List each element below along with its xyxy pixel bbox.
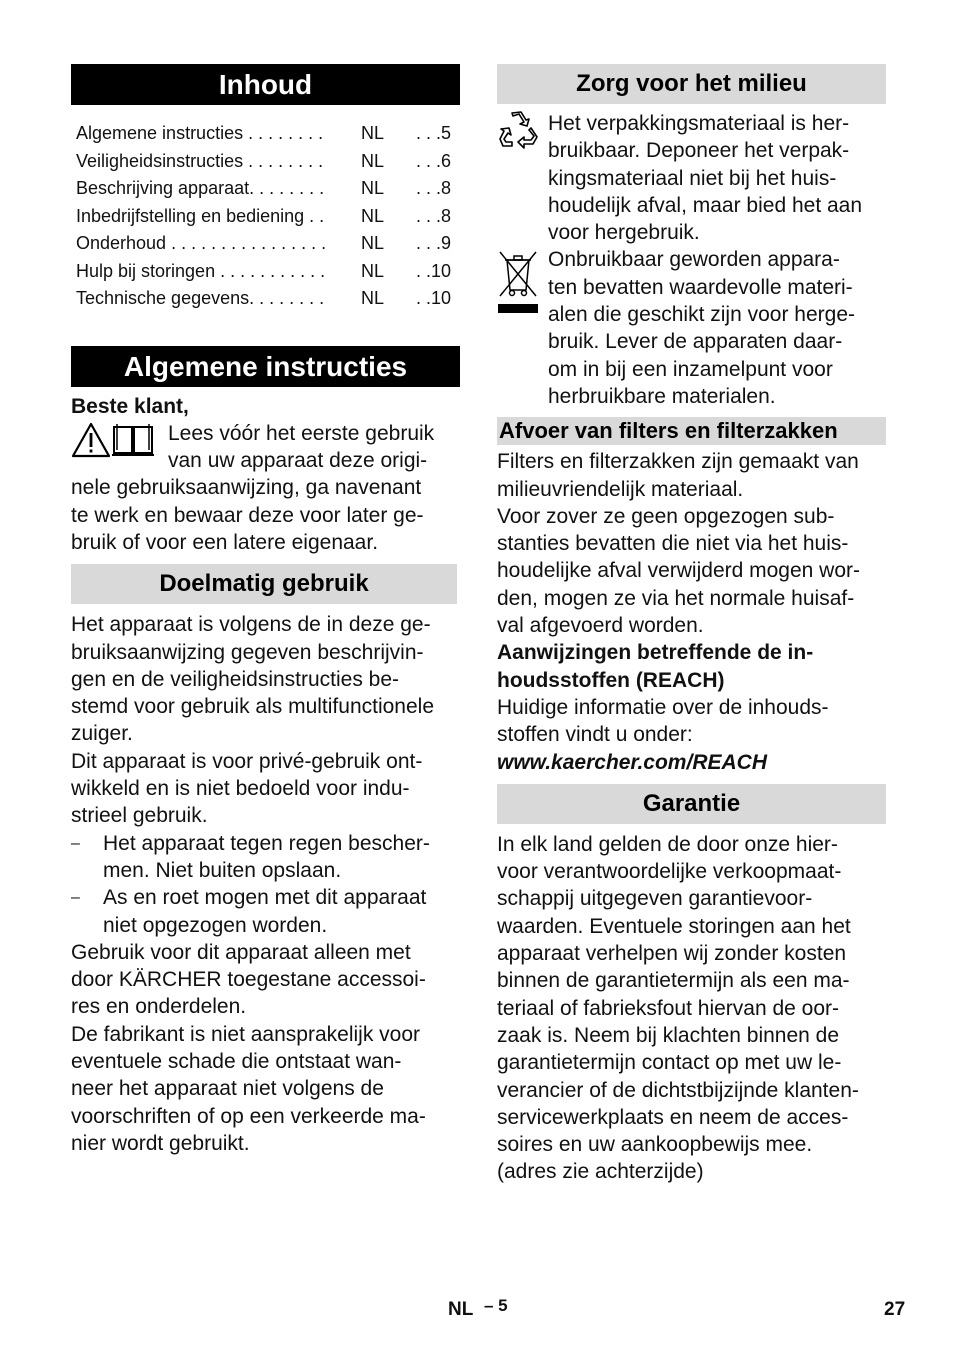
text-line: verancier of de dichtstbijzijnde klanten-: [497, 1078, 859, 1102]
reach-url-link[interactable]: www.kaercher.com/REACH: [497, 750, 767, 774]
text-line: soires en uw aankoopbewijs mee.: [497, 1133, 813, 1157]
text-line: Huidige informatie over de inhouds-: [497, 695, 829, 719]
toc-entry[interactable]: [76, 230, 460, 258]
text-line: voor hergebruik.: [548, 221, 700, 245]
text-line: den, mogen ze via het normale huisaf-: [497, 586, 855, 610]
text-line: bruiksaanwijzing gegeven beschrijvin-: [71, 640, 424, 664]
text-line: Voor zover ze geen opgezogen sub-: [497, 504, 835, 528]
text-line: bruikbaar. Deponeer het verpak-: [548, 139, 850, 163]
text-line: stanties bevatten die niet via het huis-: [497, 532, 849, 556]
toc-entry-page: . . .5: [415, 123, 451, 143]
toc-entry-title: Algemene instructies . . . . . . . .: [76, 123, 324, 143]
crossed-bin-icon: [497, 250, 539, 314]
bullet-dash: –: [71, 834, 80, 852]
text-line: zuiger.: [71, 722, 133, 746]
toc-entry[interactable]: [76, 175, 460, 203]
text-line: Onbruikbaar geworden appara-: [548, 248, 840, 272]
toc-entry-title: Technische gegevens. . . . . . . .: [76, 288, 325, 308]
warranty-body: [497, 831, 886, 1186]
footer-section-page: – 5: [484, 1296, 508, 1315]
text-line: apparaat verhelpen wij zonder kosten: [497, 942, 847, 966]
toc-entry-title: Onderhoud . . . . . . . . . . . . . . . .: [76, 233, 327, 253]
intro-line: Lees vóór het eerste gebruik: [168, 421, 435, 445]
toc-entry-title: Inbedrijfstelling en bediening . .: [76, 205, 325, 226]
toc-entry-page: . . .9: [415, 233, 451, 253]
open-book-icon: [111, 423, 155, 457]
text-line: niet opgezogen worden.: [103, 913, 328, 937]
intro-line: te werk en bewaar deze voor later ge-: [71, 503, 424, 527]
text-line: eventuele schade die ontstaat wan-: [71, 1050, 402, 1074]
toc-entry[interactable]: [76, 285, 460, 313]
bullet-item: [71, 830, 460, 885]
text-line: schappij uitgegeven garantievoor-: [497, 887, 813, 911]
toc-entry-lang: NL: [361, 233, 385, 253]
toc-entry[interactable]: [76, 258, 460, 286]
warning-triangle-icon: [71, 422, 111, 458]
text-line: gen en de veiligheidsinstructies be-: [71, 667, 400, 691]
toc-entry-lang: NL: [361, 288, 385, 308]
filters-body: [497, 448, 886, 776]
text-line: (adres zie achterzijde): [497, 1160, 704, 1184]
text-line: Het apparaat is volgens de in deze ge-: [71, 613, 431, 637]
environment-heading: Zorg voor het milieu: [497, 64, 886, 104]
text-line: res en onderdelen.: [71, 995, 247, 1019]
text-line: Filters en filterzakken zijn gemaakt van: [497, 450, 859, 474]
text-line: om in bij een inzamelpunt voor: [548, 357, 833, 381]
text-line: garantietermijn contact op met uw le-: [497, 1051, 842, 1075]
text-line: voorschriften of op een verkeerde ma-: [71, 1104, 426, 1128]
toc-entry-page: . .10: [415, 288, 451, 308]
footer-language: NL: [448, 1299, 474, 1320]
text-line: ten bevatten waardevolle materi-: [548, 275, 853, 299]
text-line: Gebruik voor dit apparaat alleen met: [71, 940, 411, 964]
toc-entry[interactable]: [76, 148, 460, 176]
toc-entry[interactable]: [76, 120, 460, 148]
text-line: waarden. Eventuele storingen aan het: [497, 914, 851, 938]
toc-entry-lang: NL: [361, 123, 385, 143]
text-line: herbruikbare materialen.: [548, 384, 776, 408]
text-line: men. Niet buiten opslaan.: [103, 858, 342, 882]
right-column: [497, 64, 886, 1186]
text-line: houdelijke afval verwijderd mogen wor-: [497, 559, 861, 583]
toc-entry-page: . . .8: [415, 205, 451, 226]
bullet-item: [71, 884, 460, 939]
left-column: [71, 64, 460, 1157]
text-line: neer het apparaat niet volgens de: [71, 1077, 384, 1101]
recycle-icon: [497, 110, 541, 154]
intended-use-body: [71, 611, 460, 1157]
text-line: De fabrikant is niet aansprakelijk voor: [71, 1022, 421, 1046]
text-line: wikkeld en is niet bedoeld voor indu-: [71, 777, 410, 801]
text-line: zaak is. Neem bij klachten binnen de: [497, 1023, 840, 1047]
intro-line: bruik of voor een latere eigenaar.: [71, 530, 379, 554]
toc-entry-lang: NL: [361, 260, 385, 281]
toc-entry[interactable]: [76, 203, 460, 231]
toc-heading: Inhoud: [71, 64, 460, 105]
weee-block: [497, 246, 886, 410]
intro-line: van uw apparaat deze origi-: [168, 449, 428, 473]
text-line: Het verpakkingsmateriaal is her-: [548, 112, 850, 135]
text-line: stoffen vindt u onder:: [497, 723, 693, 747]
text-line: strieel gebruik.: [71, 804, 208, 828]
text-line: voor verantwoordelijke verkoopmaat-: [497, 860, 842, 884]
intro-line: nele gebruiksaanwijzing, ga navenant: [71, 476, 422, 500]
toc-entry-lang: NL: [361, 205, 385, 226]
toc-entry-title: Veiligheidsinstructies . . . . . . . .: [76, 150, 324, 171]
intended-use-heading: Doelmatig gebruik: [71, 564, 457, 604]
text-line: As en roet mogen met dit apparaat: [103, 886, 427, 910]
text-line: houdelijk afval, maar bied het aan: [548, 193, 863, 217]
bullet-dash: –: [71, 889, 80, 907]
toc-entry-page: . . .8: [415, 178, 451, 198]
text-line: door KÄRCHER toegestane accessoi-: [71, 968, 426, 992]
text-line: nier wordt gebruikt.: [71, 1131, 250, 1155]
text-line: servicewerkplaats en neem de acces-: [497, 1105, 849, 1129]
text-line: kingsmateriaal niet bij het huis-: [548, 166, 837, 190]
text-line: Het apparaat tegen regen bescher-: [103, 831, 430, 855]
general-heading: Algemene instructies: [71, 346, 460, 387]
intro-with-icons: [71, 420, 460, 475]
reach-heading-line: Aanwijzingen betreffende de in-: [497, 641, 814, 665]
toc-entry-lang: NL: [361, 178, 385, 198]
reach-heading-line: houdsstoffen (REACH): [497, 668, 725, 692]
toc-entry-title: Beschrijving apparaat. . . . . . . .: [76, 178, 325, 198]
text-line: bruik. Lever de apparaten daar-: [548, 330, 843, 354]
filters-heading: Afvoer van filters en filterzakken: [497, 417, 886, 445]
text-line: teriaal of fabrieksfout hiervan de oor-: [497, 996, 840, 1020]
toc-entry-title: Hulp bij storingen . . . . . . . . . . .: [76, 260, 326, 281]
text-line: stemd voor gebruik als multifunctionele: [71, 695, 435, 719]
warranty-heading: Garantie: [497, 784, 886, 824]
recycle-block: [497, 110, 886, 246]
text-line: Dit apparaat is voor privé-gebruik ont-: [71, 749, 423, 773]
table-of-contents: [71, 120, 460, 313]
text-line: milieuvriendelijk materiaal.: [497, 477, 744, 501]
toc-entry-page: . . .6: [415, 150, 451, 171]
page-number: 27: [884, 1299, 906, 1320]
text-line: alen die geschikt zijn voor herge-: [548, 303, 856, 327]
text-line: val afgevoerd worden.: [497, 614, 704, 638]
toc-entry-page: . .10: [415, 260, 451, 281]
toc-entry-lang: NL: [361, 150, 385, 171]
text-line: In elk land gelden de door onze hier-: [497, 832, 838, 856]
text-line: binnen de garantietermijn als een ma-: [497, 969, 850, 993]
greeting: Beste klant,: [71, 394, 189, 418]
